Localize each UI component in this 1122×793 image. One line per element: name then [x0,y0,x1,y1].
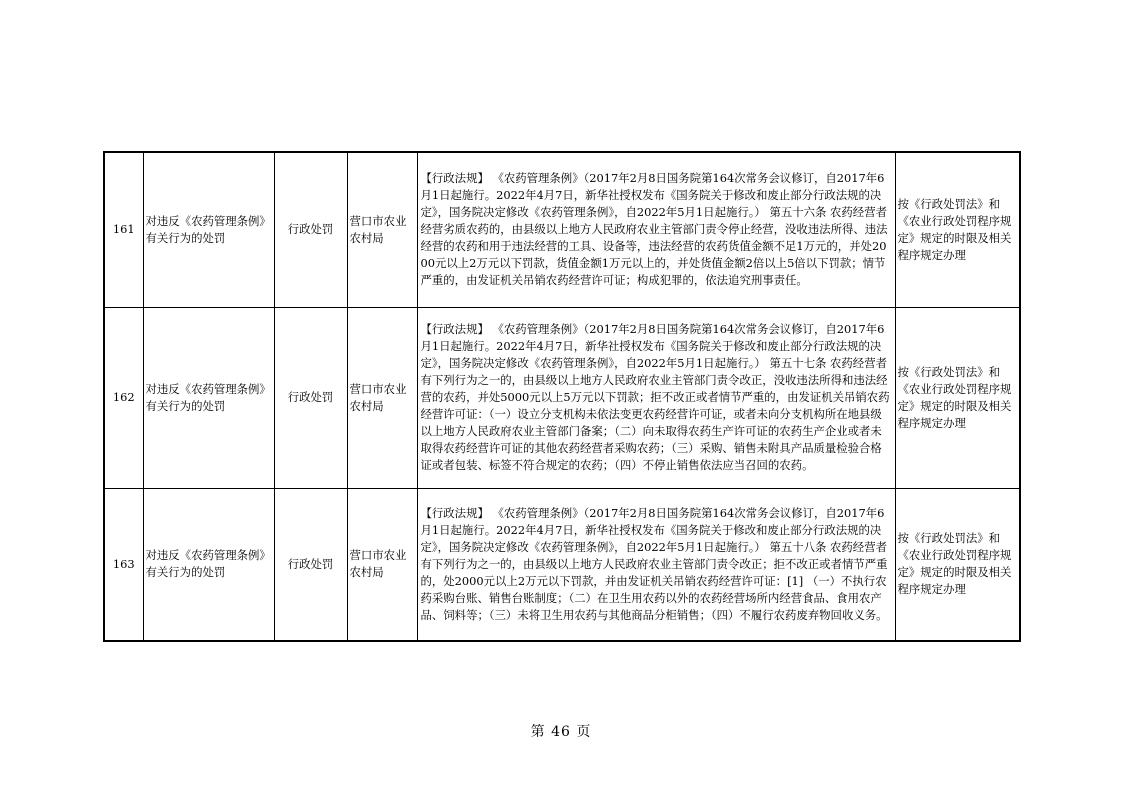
item-name: 对违反《农药管理条例》有关行为的处罚 [143,152,274,307]
procedure-note: 按《行政处罚法》和《农业行政处罚程序规定》规定的时限及相关程序规定办理 [895,488,1020,641]
page-number: 第 46 页 [530,724,592,740]
table-row [104,152,1020,307]
legal-basis: 【行政法规】 《农药管理条例》（2017年2月8日国务院第164次常务会议修订，自2017年6月1日起施行。2022年4月7日，新华社授权发布《国务院关于修改和废止部分行政法规的决定》，国务院决定修改《农药管理条例》，自2022年5月1日起施行。） 第五十七条 农药经营者有下列行为之一的，由县级以上地方人民政府农业主管部门责令改正，没收违法所得和违法经营的农药，并处5000元以上5万元以下罚款；拒不改正或者情节严重的，由发证机关吊销农药经营许可证：（一）设立分支机构未依法变更农药经营许可证，或者未向分支机构所在地县级以上地方人民政府农业主管部门备案；（二）向未取得农药生产许可证的农药生产企业或者未取得农药经营许可证的其他农药经营者采购农药；（三）采购、销售未附具产品质量检验合格证或者包装、标签不符合规定的农药；（四）不停止销售依法应当召回的农药。 [417,307,895,488]
table-row [104,488,1020,641]
legal-basis: 【行政法规】 《农药管理条例》（2017年2月8日国务院第164次常务会议修订，自2017年6月1日起施行。2022年4月7日，新华社授权发布《国务院关于修改和废止部分行政法规的决定》，国务院决定修改《农药管理条例》，自2022年5月1日起施行。） 第五十六条 农药经营者经营劣质农药的，由县级以上地方人民政府农业主管部门责令停止经营，没收违法所得、违法经营的农药和用于违法经营的工具、设备等，违法经营的农药货值金额不足1万元的，并处2000元以上2万元以下罚款，货值金额1万元以上的，并处货值金额2倍以上5倍以下罚款；情节严重的，由发证机关吊销农药经营许可证；构成犯罪的，依法追究刑事责任。 [417,152,895,307]
procedure-note: 按《行政处罚法》和《农业行政处罚程序规定》规定的时限及相关程序规定办理 [895,152,1020,307]
item-department: 营口市农业农村局 [347,488,417,641]
item-name: 对违反《农药管理条例》有关行为的处罚 [143,307,274,488]
table-row [104,307,1020,488]
row-number: 162 [104,307,143,488]
row-number: 161 [104,152,143,307]
item-department: 营口市农业农村局 [347,152,417,307]
item-name: 对违反《农药管理条例》有关行为的处罚 [143,488,274,641]
item-type: 行政处罚 [274,152,347,307]
item-department: 营口市农业农村局 [347,307,417,488]
item-type: 行政处罚 [274,488,347,641]
penalty-table [103,151,1021,642]
legal-basis: 【行政法规】 《农药管理条例》（2017年2月8日国务院第164次常务会议修订，自2017年6月1日起施行。2022年4月7日，新华社授权发布《国务院关于修改和废止部分行政法规的决定》，国务院决定修改《农药管理条例》，自2022年5月1日起施行。） 第五十八条 农药经营者有下列行为之一的，由县级以上地方人民政府农业主管部门责令改正；拒不改正或者情节严重的，处2000元以上2万元以下罚款，并由发证机关吊销农药经营许可证：[1] （一）不执行农药采购台账、销售台账制度；（二）在卫生用农药以外的农药经营场所内经营食品、食用农产品、饲料等；（三）未将卫生用农药与其他商品分柜销售；（四）不履行农药废弃物回收义务。 [417,488,895,641]
item-type: 行政处罚 [274,307,347,488]
row-number: 163 [104,488,143,641]
procedure-note: 按《行政处罚法》和《农业行政处罚程序规定》规定的时限及相关程序规定办理 [895,307,1020,488]
